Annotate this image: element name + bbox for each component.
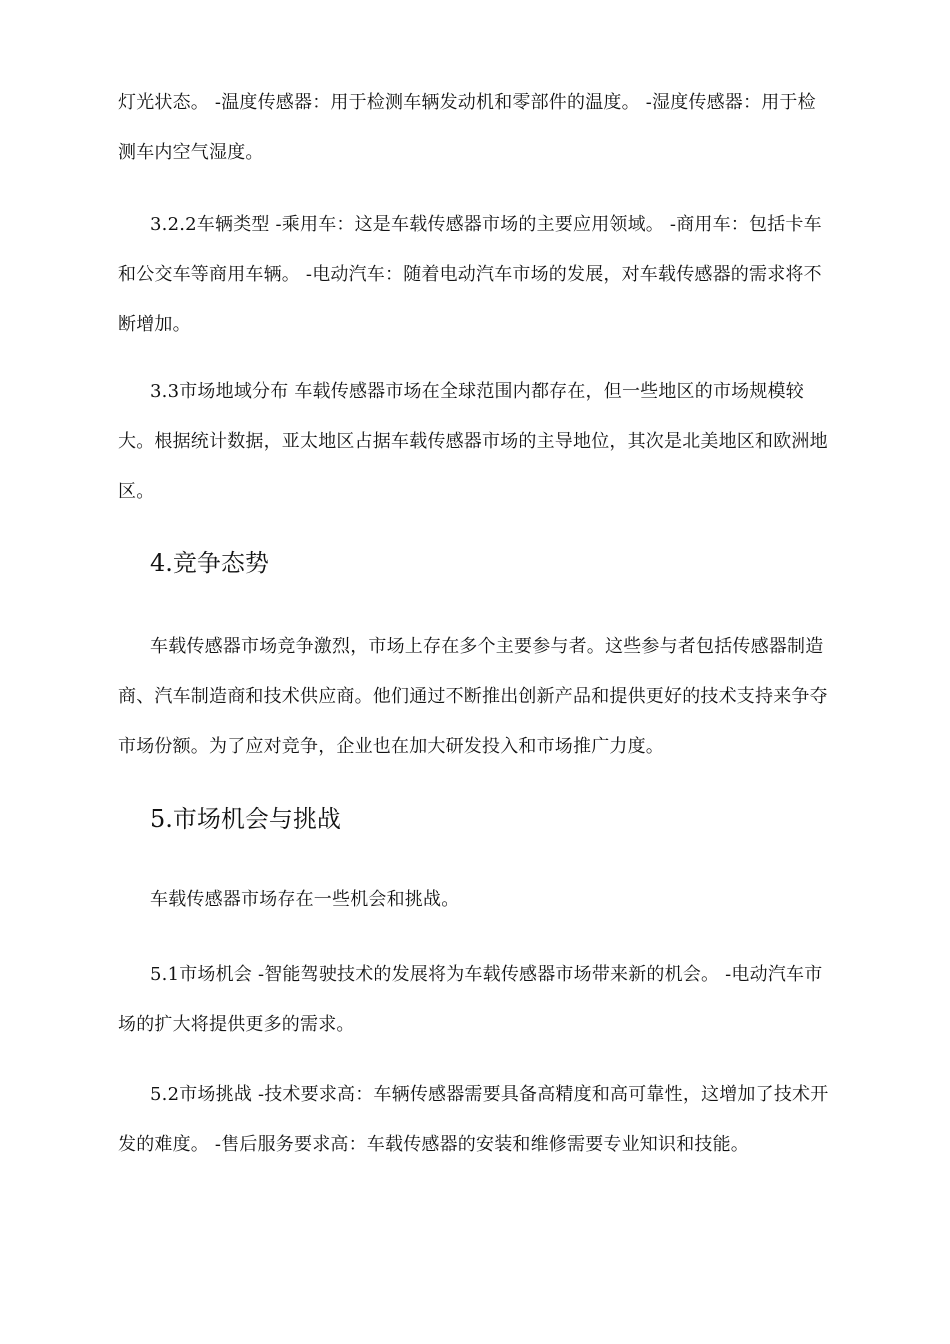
paragraph-vehicle-types: 3.2.2车辆类型 -乘用车：这是车载传感器市场的主要应用领域。 -商用车：包括卡车和公交车等商用车辆。 -电动汽车：随着电动汽车市场的发展，对车载传感器的需求将不断增加。 (118, 214, 822, 335)
paragraph-competition: 车载传感器市场竞争激烈，市场上存在多个主要参与者。这些参与者包括传感器制造商、汽车制造商和技术供应商。他们通过不断推出创新产品和提供更好的技术支持来争夺市场份额。为了应对竞争，企业也在加大研发投入和市场推广力度。 (118, 636, 828, 757)
paragraph-market-regions: 3.3市场地域分布 车载传感器市场在全球范围内都存在，但一些地区的市场规模较大。根据统计数据，亚太地区占据车载传感器市场的主导地位，其次是北美地区和欧洲地区。 (118, 381, 828, 502)
paragraph-market-opportunities: 5.1市场机会 -智能驾驶技术的发展将为车载传感器市场带来新的机会。 -电动汽车市场的扩大将提供更多的需求。 (118, 964, 823, 1035)
section-heading-competition: 4.竞争态势 (150, 549, 269, 577)
section-heading-opportunities-challenges: 5.市场机会与挑战 (150, 805, 341, 833)
paragraph-market-challenges: 5.2市场挑战 -技术要求高：车辆传感器需要具备高精度和高可靠性，这增加了技术开发的难度。 -售后服务要求高：车载传感器的安装和维修需要专业知识和技能。 (118, 1084, 829, 1155)
paragraph-sensor-types-continued: 灯光状态。 -温度传感器：用于检测车辆发动机和零部件的温度。 -湿度传感器：用于检测车内空气湿度。 (118, 92, 816, 163)
paragraph-opportunities-intro: 车载传感器市场存在一些机会和挑战。 (150, 889, 460, 910)
